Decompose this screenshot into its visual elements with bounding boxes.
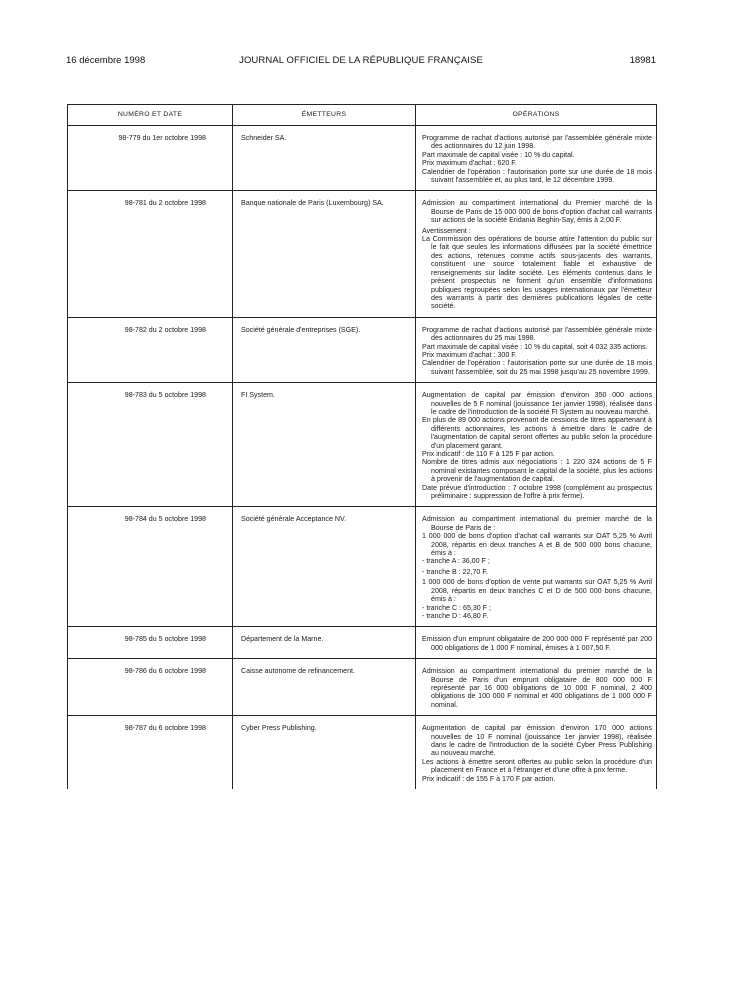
- issuer-name: Département de la Marne.: [233, 627, 416, 659]
- operation-paragraph: Part maximale de capital visée : 10 % du capital, soit 4 032 335 actions.: [422, 342, 648, 351]
- table-row: [68, 126, 657, 191]
- journal-title: JOURNAL OFFICIEL DE LA RÉPUBLIQUE FRANÇAISE: [239, 55, 483, 66]
- column-header-operations: OPÉRATIONS: [416, 105, 657, 126]
- operations-cell: [416, 659, 657, 716]
- operation-paragraph: - tranche A : 36,00 F ;: [422, 557, 490, 566]
- operation-paragraph: - tranche C : 65,30 F ;: [422, 603, 491, 612]
- operations-cell: [416, 716, 657, 789]
- issuer-name: Cyber Press Publishing.: [233, 716, 416, 789]
- operation-paragraph: Admission au compartiment international du premier marché de la Bourse de Paris de :: [422, 515, 652, 532]
- operations-cell: [416, 191, 657, 317]
- decision-number-date: 98-786 du 6 octobre 1998: [68, 659, 233, 716]
- operation-paragraph: Part maximale de capital visée : 10 % du capital.: [422, 150, 575, 159]
- table-row: [68, 507, 657, 627]
- operations-cell: [416, 383, 657, 507]
- operation-paragraph: Calendrier de l'opération : l'autorisation porte sur une durée de 18 mois suivant l'assemblée et, au plus tard, le 12 décembre 1999.: [422, 167, 652, 185]
- issuer-name: Société générale d'entreprises (SGE).: [233, 317, 416, 382]
- operation-paragraph: - tranche D : 46,80 F.: [422, 611, 489, 620]
- operation-paragraph: Emission d'un emprunt obligataire de 200 000 000 F représenté par 200 000 obligations de 1 000 F nominal, émises à 1 007,50 F.: [422, 635, 652, 652]
- operation-paragraph: Les actions à émettre seront offertes au public selon la procédure d'un placement en France et à l'étranger et d'une offre à prix ferme.: [422, 757, 652, 775]
- operation-paragraph: Date prévue d'introduction : 7 octobre 1998 (complément au prospectus préliminaire : suppression de l'offre à prix ferme).: [422, 483, 652, 501]
- operation-paragraph: Prix maximum d'achat : 620 F.: [422, 159, 517, 168]
- decision-number-date: 98-783 du 5 octobre 1998: [68, 383, 233, 507]
- page-header: [66, 55, 656, 69]
- operation-paragraph: Prix maximum d'achat : 300 F.: [422, 350, 517, 359]
- operation-paragraph: - tranche B : 22,70 F.: [422, 567, 488, 576]
- page-number: 18981: [629, 55, 656, 66]
- decision-number-date: 98-785 du 5 octobre 1998: [68, 627, 233, 659]
- operation-paragraph: Prix indicatif : de 155 F à 170 F par action.: [422, 774, 556, 783]
- issuer-name: Banque nationale de Paris (Luxembourg) SA.: [233, 191, 416, 317]
- table-row: [68, 383, 657, 507]
- table-header-row: [68, 105, 657, 126]
- operation-paragraph: En plus de 89 000 actions provenant de cessions de titres appartenant à différents actionnaires, les actions à émettre dans le cadre de l'augmentation de capital seront offertes au public selon la procédure d'un placement garant.: [422, 416, 652, 450]
- operation-paragraph: Admission au compartiment international du Premier marché de la Bourse de Paris de 15 000 000 de bons d'option d'achat call warrants sur actions de la société Eridania Beghin-Say, émis à 2,00 F.: [422, 199, 652, 225]
- table-row: [68, 659, 657, 716]
- operation-paragraph: Calendrier de l'opération : l'autorisation porte sur une durée de 18 mois suivant l'assemblée, soit du 25 mai 1998 jusqu'au 25 novembre 1999.: [422, 359, 652, 376]
- operation-paragraph: Programme de rachat d'actions autorisé par l'assemblée générale mixte des actionnaires du 12 juin 1998.: [422, 134, 652, 151]
- decision-number-date: 98-784 du 5 octobre 1998: [68, 507, 233, 627]
- operations-table: [67, 104, 657, 789]
- issuer-name: Caisse autonome de refinancement.: [233, 659, 416, 716]
- operations-cell: [416, 126, 657, 191]
- operation-paragraph: 1 000 000 de bons d'option d'achat call warrants sur OAT 5,25 % Avril 2008, répartis en deux tranches A et B de 500 000 bons chacune, émis à :: [422, 532, 652, 558]
- operations-cell: [416, 507, 657, 627]
- table-row: [68, 627, 657, 659]
- table-row: [68, 317, 657, 382]
- column-header-number-date: NUMÉRO ET DATE: [68, 105, 233, 126]
- operations-cell: [416, 627, 657, 659]
- operation-paragraph: Avertissement :: [422, 226, 471, 235]
- issuer-name: FI System.: [233, 383, 416, 507]
- operation-paragraph: Augmentation de capital par émission d'environ 350 000 actions nouvelles de 5 F nominal (jouissance 1er janvier 1998), réalisée dans le cadre de l'introduction de la société FI System au nouveau marché.: [422, 391, 652, 416]
- publication-date: 16 décembre 1998: [66, 55, 146, 66]
- column-header-issuers: ÉMETTEURS: [233, 105, 416, 126]
- operation-paragraph: Augmentation de capital par émission d'environ 170 000 actions nouvelles de 10 F nominal (jouissance 1er janvier 1998), réalisée dans le cadre de l'introduction de la société Cyber Press Publishing au nouveau marché.: [422, 724, 652, 758]
- operation-paragraph: Prix indicatif : de 110 F à 125 F par action.: [422, 450, 555, 458]
- table-row: [68, 716, 657, 789]
- decision-number-date: 98-782 du 2 octobre 1998: [68, 317, 233, 382]
- operation-paragraph: Admission au compartiment international du premier marché de la Bourse de Paris d'un emprunt obligataire de 800 000 000 F représenté par 16 000 obligations de 10 000 F nominal, 2 400 obligations de 100 000 F nominal et 400 obligations de 1 000 000 F nominal.: [422, 667, 652, 709]
- decision-number-date: 98-787 du 6 octobre 1998: [68, 716, 233, 789]
- decision-number-date: 98-779 du 1er octobre 1998: [68, 126, 233, 191]
- issuer-name: Société générale Acceptance NV.: [233, 507, 416, 627]
- operations-cell: [416, 317, 657, 382]
- issuer-name: Schneider SA.: [233, 126, 416, 191]
- table-row: [68, 191, 657, 317]
- operation-paragraph: La Commission des opérations de bourse attire l'attention du public sur le fait que seules les informations diffusées par la société émettrice des actions, retenues comme actifs sous-jacents des warrants, constituent une source totalement fiable et exhaustive de renseignements sur ladite société. Les éléments contenus dans le présent prospectus ne forment qu'un ensemble d'informations publiques regroupées selon les usages internationaux par l'émetteur des warrants à partir des dernières publications légales de cette société.: [422, 235, 652, 311]
- operation-paragraph: 1 000 000 de bons d'option de vente put warrants sur OAT 5,25 % Avril 2008, répartis en deux tranches C et D de 500 000 bons chacune, émis à :: [422, 578, 652, 604]
- operation-paragraph: Programme de rachat d'actions autorisé par l'assemblée générale mixte des actionnaires du 25 mai 1998.: [422, 325, 652, 343]
- operation-paragraph: Nombre de titres admis aux négociations : 1 220 324 actions de 5 F nominal existantes composant le capital de la société, plus les actions à provenir de l'augmentation de capital.: [422, 458, 652, 484]
- decision-number-date: 98-781 du 2 octobre 1998: [68, 191, 233, 317]
